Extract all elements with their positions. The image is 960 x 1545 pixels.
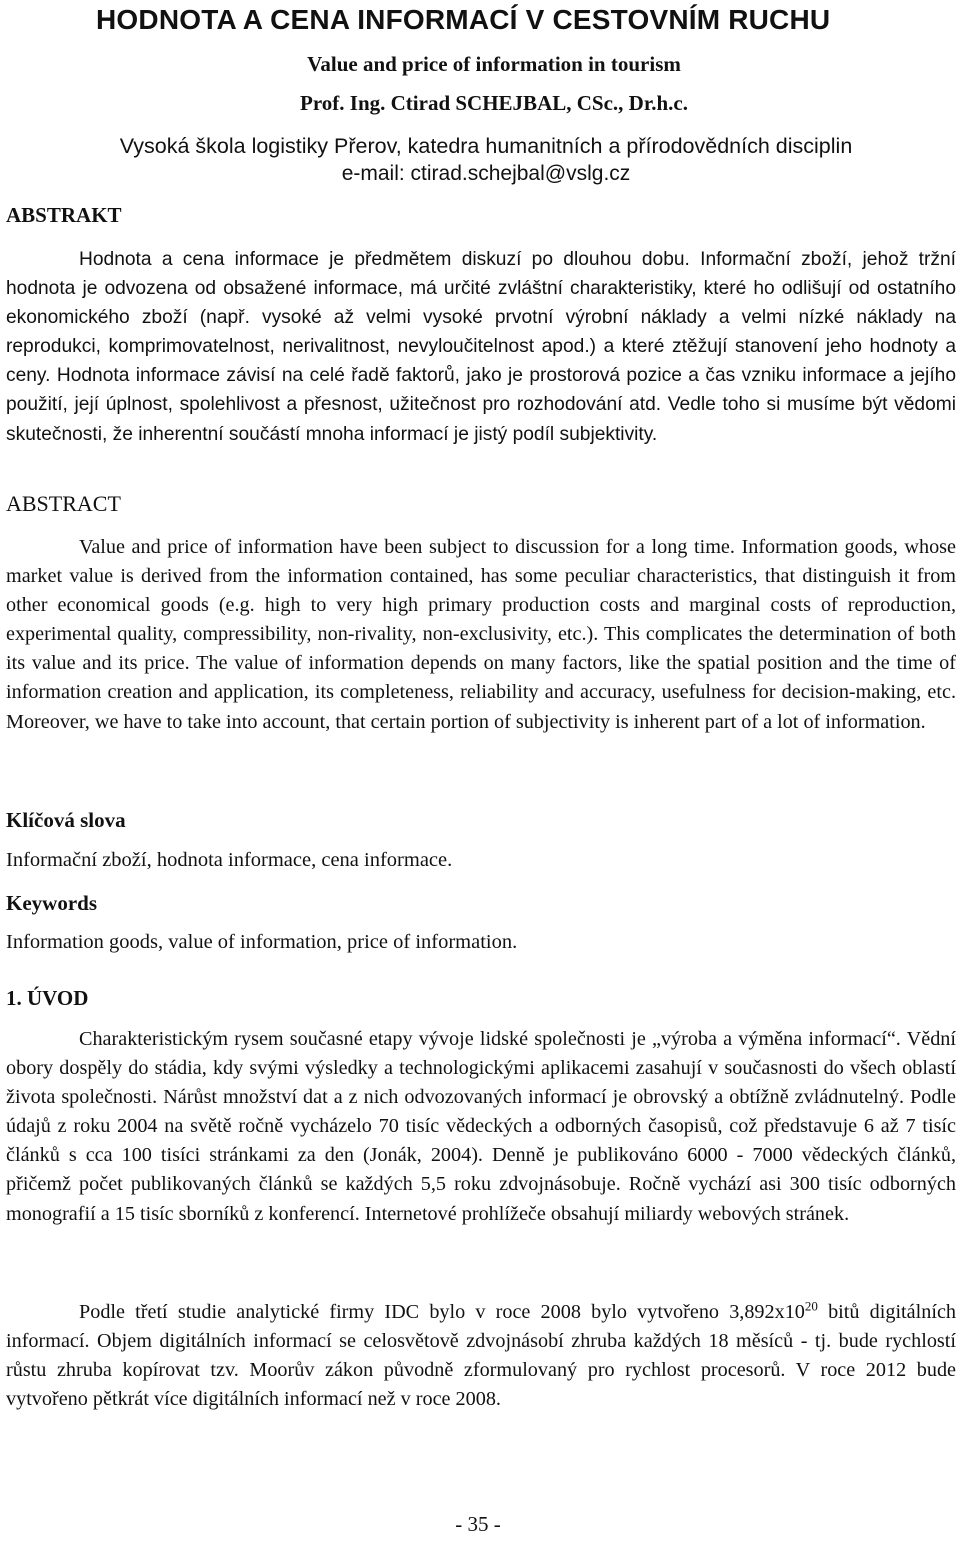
author-email: e-mail: ctirad.schejbal@vslg.cz — [341, 162, 631, 185]
abstrakt-heading: ABSTRAKT — [6, 203, 122, 227]
intro-paragraph-2-start: Podle třetí studie analytické firmy IDC bylo v roce 2008 bylo vytvořeno 3,892x10 — [79, 1301, 805, 1323]
abstract-text: Value and price of information have been subject to discussion for a long time. Information goods, whose market value is derived from the information contained, has some peculiar characteristics, that distinguish it from other economical goods (e.g. high to very high primary production costs and marginal costs of reproduction, experimental quality, compressibility, non-rivality, non-exclusivity, etc.). This complicates the determination of both its value and its price. The value of information depends on many factors, like the spatial position and the time of information creation and application, its completeness, reliability and accuracy, usefulness for decision-making, etc. Moreover, we have to take into account, that certain portion of subjectivity is inherent part of a lot of information. — [6, 536, 956, 733]
section-heading-intro: 1. ÚVOD — [6, 986, 89, 1010]
intro-paragraph-2-end: bitů digitálních informací. Objem digitálních informací se celosvětově zdvojnásobí zhruba každých 18 měsíců - tj. bude rychlostí růstu zhruba kopírovat tzv. Moorův zákon původně zformulovaný pro rychlost procesorů. V roce 2012 bude vytvořeno pětkrát více digitálních informací než v roce 2008. — [6, 1301, 956, 1411]
author-affiliation: Vysoká škola logistiky Přerov, katedra humanitních a přírodovědních disciplin — [119, 134, 853, 158]
intro-paragraph-1: Charakteristickým rysem současné etapy vývoje lidské společnosti je „výroba a výměna informací“. Vědní obory dospěly do stádia, kdy svými výsledky a technologickými aplikacemi zasahují v současnosti do všech oblastí života společnosti. Nárůst množství dat a z nich odvozovaných informací je obrovský a obtížně zvládnutelný. Podle údajů z roku 2004 na světě ročně vycházelo 70 tisíc vědeckých a odborných časopisů, což představuje 6 až 7 tisíc článků s cca 100 tisíci stránkami za den (Jonák, 2004). Denně je publikováno 6000 - 7000 vědeckých článků, přičemž počet publikovaných článků se každých 5,5 roku zdvojnásobuje. Ročně vychází asi 300 tisíc odborných monografií a 15 tisíc sborníků z konferencí. Internetové prohlížeče obsahují miliardy webových stránek. — [6, 1028, 956, 1225]
paper-title: HODNOTA A CENA INFORMACÍ V CESTOVNÍM RUCHU — [96, 4, 831, 35]
keywords-cz-text: Informační zboží, hodnota informace, cena informace. — [6, 849, 453, 871]
intro-paragraph-2 — [6, 1298, 956, 1414]
abstrakt-text: Hodnota a cena informace je předmětem diskuzí po dlouhou dobu. Informační zboží, jehož tržní hodnota je odvozena od obsažené informace, má určité zvláštní charakteristiky, které ho odlišují od ostatního ekonomického zboží (např. vysoké až velmi vysoké prvotní výrobní náklady a velmi nízké náklady na reprodukci, komprimovatelnost, nerivalitnost, nevyloučitelnost apod.) a které ztěžují stanovení jeho hodnoty a ceny. Hodnota informace závisí na celé řadě faktorů, jako je prostorová pozice a čas vzniku informace a jejího použití, její úplnost, spolehlivost a přesnost, užitečnost pro rozhodování atd. Vedle toho si musíme být vědomi skutečnosti, že inherentní součástí mnoha informací je jistý podíl subjektivity. — [6, 249, 956, 445]
keywords-cz-heading: Klíčová slova — [6, 808, 126, 832]
keywords-en-heading: Keywords — [6, 891, 97, 915]
paper-subtitle: Value and price of information in tourism — [307, 52, 681, 76]
abstract-heading: ABSTRACT — [6, 491, 121, 516]
page-number: - 35 - — [455, 1512, 501, 1536]
author-name: Prof. Ing. Ctirad SCHEJBAL, CSc., Dr.h.c. — [300, 91, 688, 115]
exponent-superscript: 20 — [804, 1298, 818, 1314]
keywords-en-text: Information goods, value of information, price of information. — [6, 931, 518, 953]
